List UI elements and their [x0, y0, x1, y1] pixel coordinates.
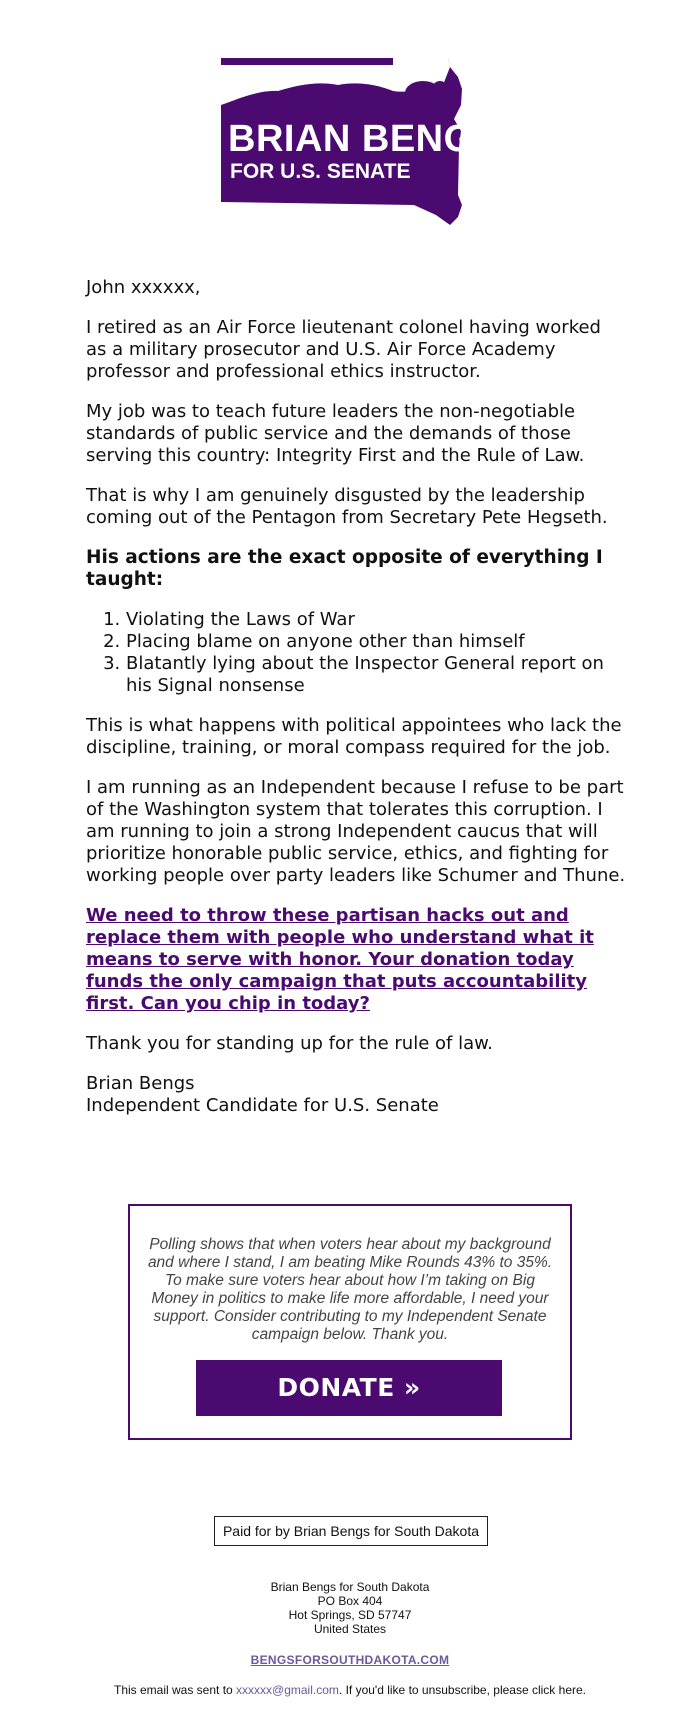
- signature-name: Brian Bengs: [86, 1073, 195, 1094]
- donate-button[interactable]: DONATE »: [196, 1360, 502, 1416]
- paragraph: That is why I am genuinely disgusted by the leadership coming out of the Pentagon from Secretary Pete Hegseth.: [86, 485, 608, 528]
- unsubscribe-notice: [0, 1683, 700, 1697]
- paid-for-disclaimer: Paid for by Brian Bengs for South Dakota: [214, 1516, 488, 1546]
- mailing-address: [0, 1580, 700, 1636]
- address-line: Brian Bengs for South Dakota: [270, 1580, 430, 1594]
- list-item: 2. Placing blame on anyone other than himself: [126, 631, 626, 653]
- list-item: 1. Violating the Laws of War: [126, 609, 626, 631]
- sent-prefix: This email was sent to: [113, 1683, 237, 1697]
- salutation: John xxxxxx,: [86, 277, 201, 298]
- donate-box: [128, 1204, 572, 1440]
- logo-title: BRIAN BENGS: [228, 118, 500, 160]
- paragraph: My job was to teach future leaders the non-negotiable standards of public service and the demands of those serving this country: Integrity First and the Rule of Law.: [86, 401, 585, 466]
- recipient-email-link[interactable]: xxxxxx@gmail.com: [236, 1683, 339, 1697]
- address-line: Hot Springs, SD 57747: [288, 1608, 412, 1622]
- campaign-logo: [0, 0, 700, 240]
- address-line: United States: [313, 1622, 387, 1636]
- signature: [86, 1073, 626, 1117]
- thanks-line: Thank you for standing up for the rule of law.: [86, 1033, 493, 1054]
- website: [0, 1653, 700, 1667]
- logo-subtitle: FOR U.S. SENATE: [230, 160, 411, 183]
- list-item: 3. Blatantly lying about the Inspector General report on his Signal nonsense: [126, 653, 626, 697]
- donate-cta-link[interactable]: We need to throw these partisan hacks out and replace them with people who understand what it means to serve with honor. Your donation today funds the only campaign that puts accountability first. Can you chip in today?: [86, 905, 594, 1014]
- actions-list: [86, 609, 626, 697]
- letter-body: [86, 277, 626, 1117]
- section-heading: His actions are the exact opposite of everything I taught:: [86, 547, 603, 590]
- website-link[interactable]: BENGSFORSOUTHDAKOTA.COM: [250, 1653, 450, 1667]
- paragraph: This is what happens with political appointees who lack the discipline, training, or moral compass required for the job.: [86, 715, 622, 758]
- sent-suffix[interactable]: . If you'd like to unsubscribe, please click here.: [338, 1683, 586, 1697]
- polling-message: Polling shows that when voters hear about my background and where I stand, I am beating Mike Rounds 43% to 35%. To make sure voters hear about how I’m taking on Big Money in politics to make life more affordable, I need your support. Consider contributing to my Independent Senate campaign below. Thank you.: [147, 1236, 553, 1343]
- paragraph: I am running as an Independent because I refuse to be part of the Washington system that tolerates this corruption. I am running to join a strong Independent caucus that will prioritize honorable public service, ethics, and fighting for working people over party leaders like Schumer and Thune.: [86, 777, 626, 886]
- paragraph: I retired as an Air Force lieutenant colonel having worked as a military prosecutor and U.S. Air Force Academy professor and professional ethics instructor.: [86, 317, 601, 382]
- address-line: PO Box 404: [317, 1594, 383, 1608]
- signature-title: Independent Candidate for U.S. Senate: [86, 1095, 439, 1116]
